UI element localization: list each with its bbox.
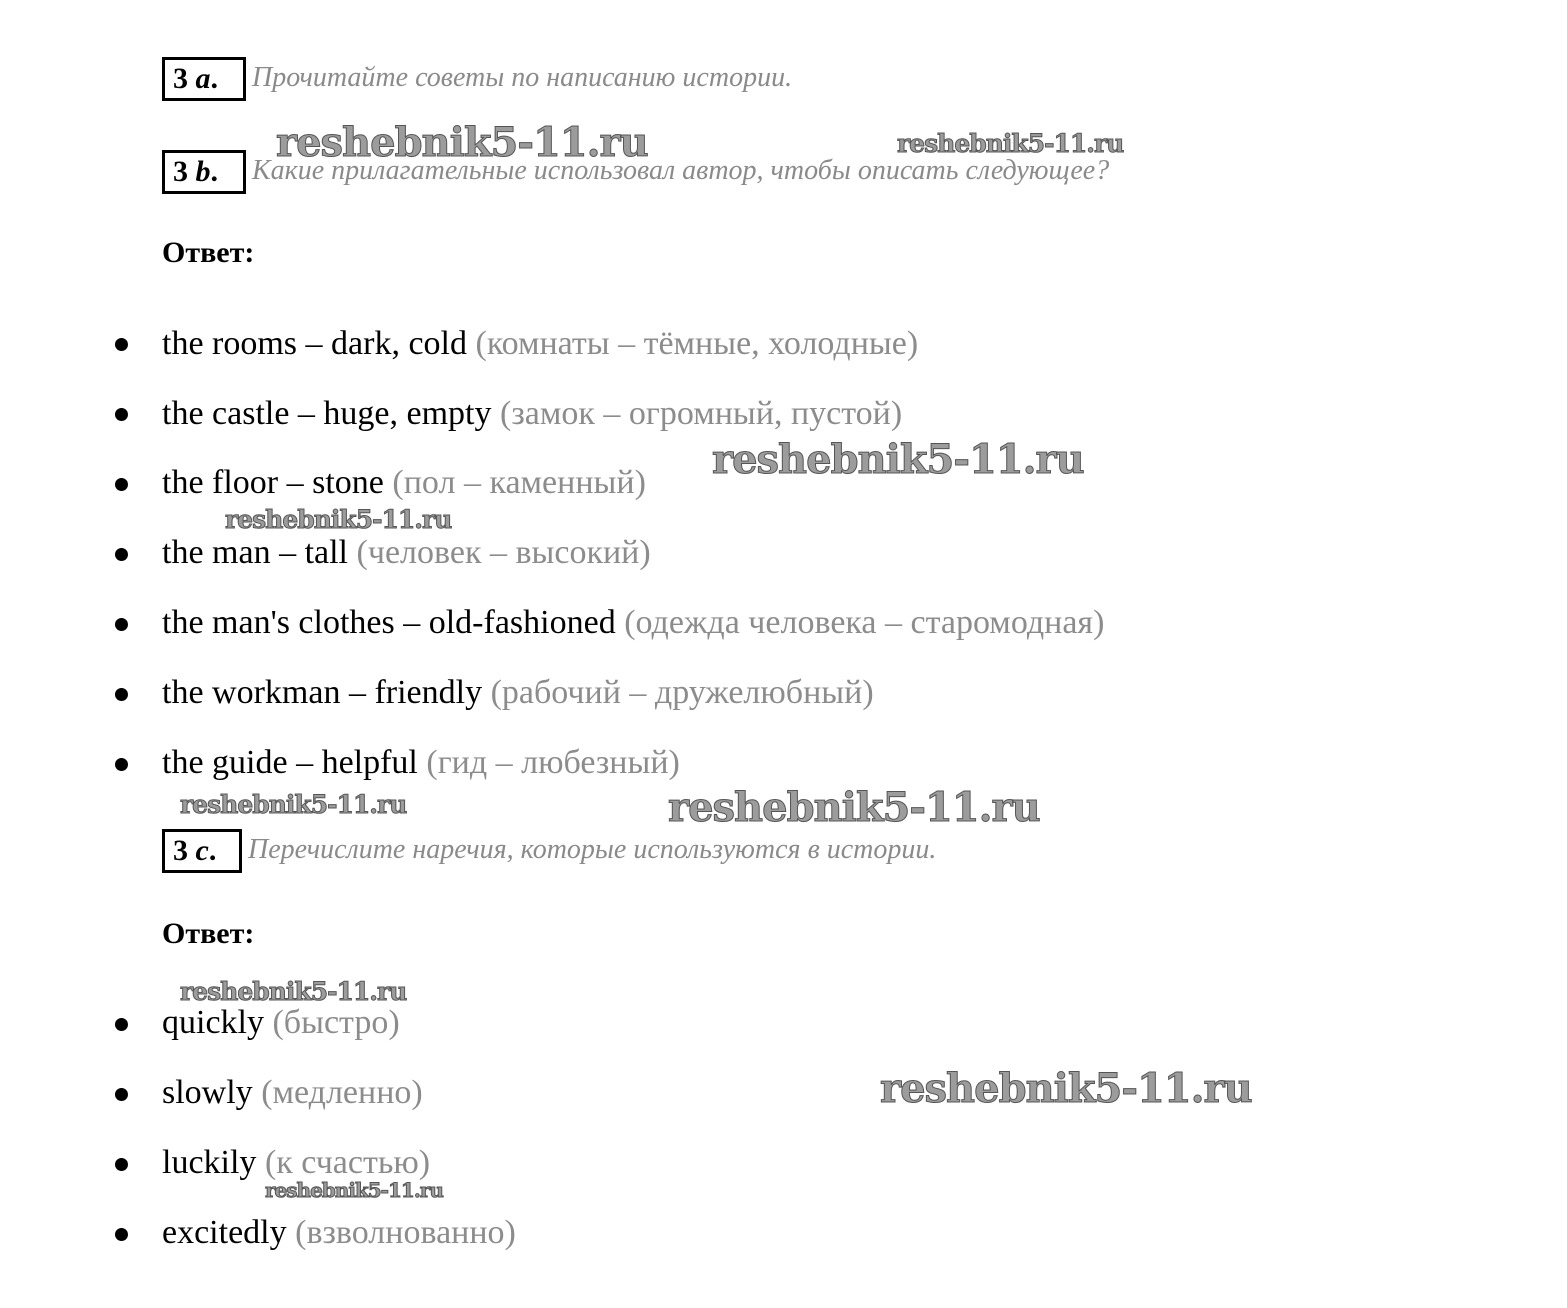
bullet-icon bbox=[115, 1228, 128, 1241]
answer-label: Ответ: bbox=[162, 236, 255, 269]
item-english: the man – tall bbox=[162, 534, 349, 571]
task-3a-instruction: Прочитайте советы по написанию истории. bbox=[252, 62, 793, 93]
task-number: 3 bbox=[173, 62, 188, 95]
item-english: the floor – stone bbox=[162, 464, 384, 501]
item-translation: (пол – каменный) bbox=[392, 464, 646, 501]
task-number: 3 bbox=[173, 834, 188, 867]
list-item bbox=[162, 463, 646, 503]
watermark: reshebnik5-11.ru bbox=[265, 1178, 443, 1202]
item-translation: (рабочий – дружелюбный) bbox=[490, 674, 874, 711]
task-letter: a bbox=[195, 62, 211, 95]
item-translation: (гид – любезный) bbox=[426, 744, 680, 781]
list-item bbox=[162, 394, 902, 434]
task-number-3b: 3 b. bbox=[162, 150, 246, 194]
item-english: the guide – helpful bbox=[162, 744, 418, 781]
list-item bbox=[162, 1213, 516, 1253]
list-item bbox=[162, 603, 1104, 643]
bullet-icon bbox=[115, 1158, 128, 1171]
bullet-icon bbox=[115, 548, 128, 561]
task-letter: c bbox=[195, 834, 209, 867]
watermark: reshebnik5-11.ru bbox=[276, 119, 648, 166]
watermark: reshebnik5-11.ru bbox=[668, 784, 1040, 831]
item-english: the workman – friendly bbox=[162, 674, 483, 711]
list-item bbox=[162, 673, 874, 713]
item-translation: (одежда человека – старомодная) bbox=[624, 604, 1105, 641]
item-translation: (взволнованно) bbox=[295, 1214, 516, 1251]
item-translation: (человек – высокий) bbox=[356, 534, 651, 571]
item-english: slowly bbox=[162, 1074, 253, 1111]
item-translation: (замок – огромный, пустой) bbox=[500, 395, 903, 432]
item-translation: (быстро) bbox=[272, 1004, 400, 1041]
task-3b-instruction: Какие прилагательные использовал автор, чтобы описать следующее? bbox=[252, 155, 1110, 186]
list-item bbox=[162, 1143, 430, 1183]
item-english: the rooms – dark, cold bbox=[162, 325, 467, 362]
bullet-icon bbox=[115, 408, 128, 421]
list-item bbox=[162, 533, 651, 573]
task-3c-instruction: Перечислите наречия, которые используются в истории. bbox=[248, 834, 937, 865]
task-number: 3 bbox=[173, 155, 188, 188]
list-item bbox=[162, 324, 918, 364]
bullet-icon bbox=[115, 1088, 128, 1101]
list-item bbox=[162, 1073, 423, 1113]
watermark: reshebnik5-11.ru bbox=[180, 790, 407, 819]
answer-label: Ответ: bbox=[162, 917, 255, 950]
watermark: reshebnik5-11.ru bbox=[897, 129, 1124, 158]
item-english: quickly bbox=[162, 1004, 264, 1041]
bullet-icon bbox=[115, 618, 128, 631]
task-number-3c: 3 c. bbox=[162, 829, 242, 873]
bullet-icon bbox=[115, 478, 128, 491]
item-translation: (к счастью) bbox=[264, 1144, 431, 1181]
bullet-icon bbox=[115, 338, 128, 351]
watermark: reshebnik5-11.ru bbox=[225, 505, 452, 534]
task-number-3a: 3 a. bbox=[162, 57, 246, 101]
item-english: excitedly bbox=[162, 1214, 287, 1251]
list-item bbox=[162, 743, 680, 783]
item-translation: (комнаты – тёмные, холодные) bbox=[475, 325, 919, 362]
item-translation: (медленно) bbox=[261, 1074, 423, 1111]
bullet-icon bbox=[115, 758, 128, 771]
item-english: the man's clothes – old-fashioned bbox=[162, 604, 616, 641]
item-english: the castle – huge, empty bbox=[162, 395, 492, 432]
item-english: luckily bbox=[162, 1144, 257, 1181]
watermark: reshebnik5-11.ru bbox=[880, 1065, 1252, 1112]
watermark: reshebnik5-11.ru bbox=[712, 436, 1084, 483]
task-letter: b bbox=[195, 155, 211, 188]
bullet-icon bbox=[115, 1018, 128, 1031]
list-item bbox=[162, 1003, 400, 1043]
watermark: reshebnik5-11.ru bbox=[180, 977, 407, 1006]
bullet-icon bbox=[115, 688, 128, 701]
